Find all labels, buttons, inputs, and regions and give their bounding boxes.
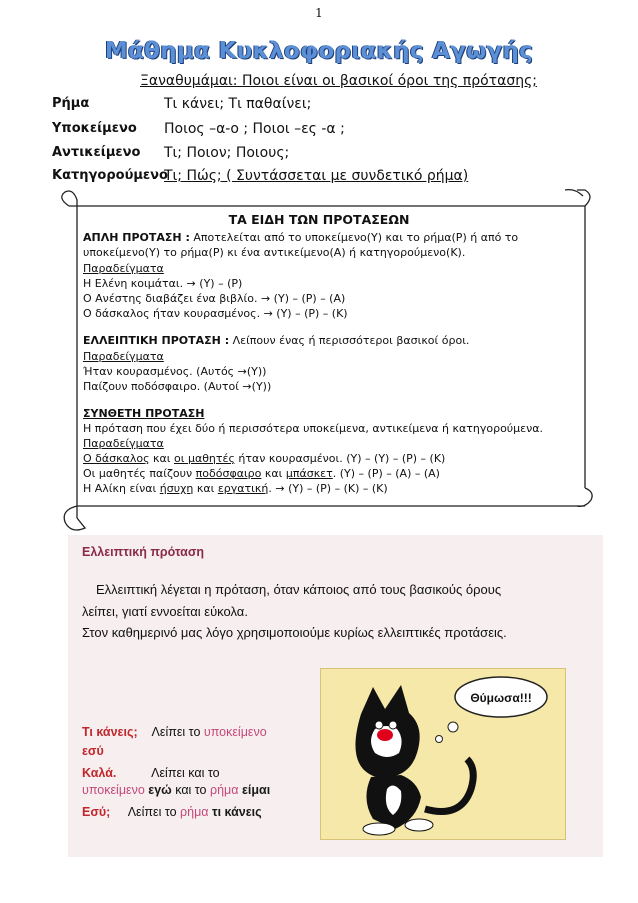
panel-example-3: Εσύ; Λείπει το ρήμα τι κάνεις (82, 805, 262, 819)
def-subject: Ποιος –α-ο ; Ποιοι –ες -α ; (164, 121, 345, 137)
elliptic-examples-label: Παραδείγματα (83, 350, 164, 363)
elliptic-example-2: Παίζουν ποδόσφαιρο. (Αυτοί →(Υ)) (83, 380, 272, 393)
compound-example-1: Ο δάσκαλος και οι μαθητές ήταν κουρασμένοι. (Υ) – (Υ) – (Ρ) – (Κ) (83, 452, 446, 465)
compound-example-3: Η Αλίκη είναι ήσυχη και εργατική. → (Υ) – (Ρ) – (Κ) – (Κ) (83, 482, 388, 495)
panel-line-3: Στον καθημερινό μας λόγο χρησιμοποιούμε κυρίως ελλειπτικές προτάσεις. (82, 625, 507, 640)
panel-line-1: Ελλειπτική λέγεται η πρόταση, όταν κάποιος από τους βασικούς όρους (96, 582, 502, 597)
scroll-heading: ΤΑ ΕΙΔΗ ΤΩΝ ΠΡΟΤΑΣΕΩΝ (228, 212, 410, 227)
term-object: Αντικείμενο (52, 145, 141, 160)
compound-example-2: Οι μαθητές παίζουν ποδόσφαιρο και μπάσκετ. (Υ) – (Ρ) – (Α) – (Α) (83, 467, 440, 480)
elliptic-example-1: Ήταν κουρασμένος. (Αυτός →(Υ)) (83, 365, 267, 378)
simple-example-2: Ο Ανέστης διαβάζει ένα βιβλίο. → (Υ) – (Ρ) – (Α) (83, 292, 346, 305)
term-subject: Υποκείμενο (52, 121, 137, 136)
panel-example-2: Καλά. Λείπει και το (82, 766, 220, 780)
panel-line-2: λείπει, γιατί εννοείται εύκολα. (82, 604, 248, 619)
simple-text-1: Αποτελείται από το υποκείμενο(Υ) και το ρήμα(Ρ) ή από το (193, 231, 519, 244)
def-object: Τι; Ποιον; Ποιους; (164, 145, 290, 161)
page-title: Μάθημα Κυκλοφοριακής Αγωγής (104, 38, 534, 64)
simple-example-3: Ο δάσκαλος ήταν κουρασμένος. → (Υ) – (Ρ) – (Κ) (83, 307, 348, 320)
panel-heading: Ελλειπτική πρόταση (82, 545, 205, 559)
def-verb: Τι κάνει; Τι παθαίνει; (164, 96, 312, 112)
term-verb: Ρήμα (52, 96, 90, 111)
page-number: 1 (315, 6, 323, 20)
simple-text-2: υποκείμενο(Υ) το ρήμα(Ρ) κι ένα αντικείμενο(Α) ή κατηγορούμενο(Κ). (83, 246, 466, 259)
subtitle: Ξαναθυμάμαι: Ποιοι είναι οι βασικοί όροι της πρότασης; (140, 73, 538, 89)
compound-examples-label: Παραδείγματα (83, 437, 164, 450)
elliptic-text: Λείπουν ένας ή περισσότεροι βασικοί όροι. (232, 334, 470, 347)
compound-label: ΣΥΝΘΕΤΗ ΠΡΟΤΑΣΗ (83, 407, 205, 420)
simple-examples-label: Παραδείγματα (83, 262, 164, 275)
term-predicate: Κατηγορούμενο (52, 168, 168, 183)
cat-icon (321, 669, 565, 839)
panel-example-1-word: εσύ (82, 744, 104, 758)
panel-example-1: Τι κάνεις; Λείπει το υποκείμενο (82, 725, 267, 739)
def-predicate: Τι; Πώς; ( Συντάσσεται με συνδετικό ρήμα) (164, 168, 469, 184)
simple-label: ΑΠΛΗ ΠΡΟΤΑΣΗ : (83, 231, 190, 244)
cartoon-cat-illustration (320, 668, 566, 840)
simple-example-1: Η Ελένη κοιμάται. → (Υ) – (Ρ) (83, 277, 243, 290)
elliptic-label: ΕΛΛΕΙΠΤΙΚΗ ΠΡΟΤΑΣΗ : (83, 334, 230, 347)
panel-example-2-cont: υποκείμενο εγώ και το ρήμα είμαι (82, 783, 271, 797)
speech-bubble-text: Θύμωσα!!! (470, 691, 532, 705)
compound-text: Η πρόταση που έχει δύο ή περισσότερα υποκείμενα, αντικείμενα ή κατηγορούμενα. (83, 422, 544, 435)
